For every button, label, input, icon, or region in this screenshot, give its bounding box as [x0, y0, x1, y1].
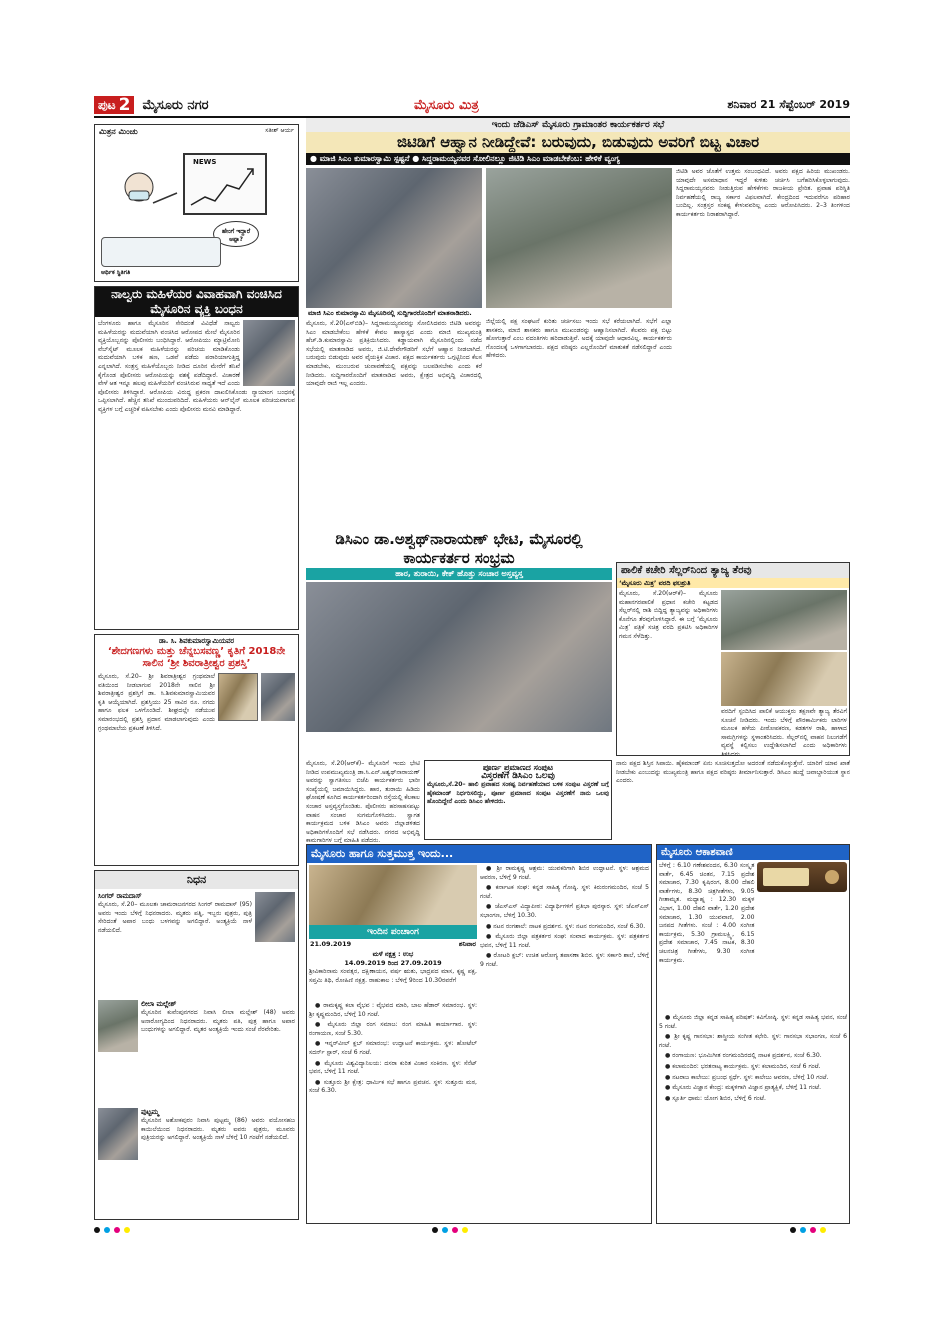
dcm-headline: ಡಿಸಿಎಂ ಡಾ.ಅಶ್ವಥ್‌ನಾರಾಯಣ್ ಭೇಟಿ, ಮೈಸೂರಲ್ಲಿ ಕಾರ್ಯಕರ್ತರ ಸಂಭ್ರಮ [335, 530, 583, 567]
fraud-body: ಬೆಂಗಳೂರು ಹಾಗೂ ಮೈಸೂರಿನ ಸೇರಿದಂತೆ ವಿವಿಧೆಡೆ ನಾಲ್ವರು ಮಹಿಳೆಯರನ್ನು ಮದುವೆಯಾಗಿ ವಂಚಿಸಿದ ಆರೋಪದ ಮೇಲೆ ಮೈಸೂರಿನ ವ್ಯಕ್ತಿಯೊಬ್ಬನನ್ನು ಪೊಲೀಸರು ಬಂಧಿಸಿದ್ದಾರೆ. ಆರೋಪಿಯು ಮ್ಯಾಟ್ರಿಮೋನಿ ವೆಬ್‌ಸೈಟ್ ಮೂಲಕ ಮಹಿಳೆಯರನ್ನು ಪರಿಚಯ ಮಾಡಿಕೊಂಡು ಮದುವೆಯಾಗಿ ಬಳಿಕ ಹಣ, ಒಡವೆ ಪಡೆದು ಪರಾರಿಯಾಗುತ್ತಿದ್ದ ಎನ್ನಲಾಗಿದೆ. ಸಂತ್ರಸ್ತ ಮಹಿಳೆಯೊಬ್ಬರು ನೀಡಿದ ದೂರಿನ ಮೇರೆಗೆ ತನಿಖೆ ಕೈಗೊಂಡ ಪೊಲೀಸರು ಆರೋಪಿಯನ್ನು ವಶಕ್ಕೆ ಪಡೆದಿದ್ದಾರೆ. ವಿಚಾರಣೆ ವೇಳೆ ಆತ ಇನ್ನೂ ಹಲವು ಮಹಿಳೆಯರಿಗೆ ವಂಚಿಸಿರುವ ಸಾಧ್ಯತೆ ಇದೆ ಎಂದು ಪೊಲೀಸರು ತಿಳಿಸಿದ್ದಾರೆ. ಆರೋಪಿಯ ವಿರುದ್ಧ ಪ್ರಕರಣ ದಾಖಲಿಸಿಕೊಂಡು ನ್ಯಾಯಾಂಗ ಬಂಧನಕ್ಕೆ ಒಪ್ಪಿಸಲಾಗಿದೆ. ಹೆಚ್ಚಿನ ತನಿಖೆ ಮುಂದುವರಿದಿದೆ. ಮಹಿಳೆಯರು ಆನ್‌ಲೈನ್ ಮೂಲಕ ಪರಿಚಯವಾಗುವ ವ್ಯಕ್ತಿಗಳ ಬಗ್ಗೆ ಎಚ್ಚರಿಕೆ ವಹಿಸಬೇಕು ಎಂದು ಪೊಲೀಸರು ಮನವಿ ಮಾಡಿದ್ದಾರೆ. [98, 320, 295, 413]
obituary-text: ಮೈಸೂರಿನ ಕುವೆಂಪುನಗರದ ನಿವಾಸಿ ಲೀಲಾ ಮಲ್ಲೇಶ್ (48) ಅವರು ಅನಾರೋಗ್ಯದಿಂದ ನಿಧನರಾದರು. ಮೃತರು ಪತಿ, ಪುತ್ರ ಹಾಗೂ ಅಪಾರ ಬಂಧುಗಳನ್ನು ಅಗಲಿದ್ದಾರೆ. ಮೃತರ ಅಂತ್ಯಕ್ರಿಯೆ ಇಂದು ಸಂಜೆ ನೆರವೇರಿತು. [141, 1009, 295, 1034]
event-item: ● ಕಲಾಮಂದಿರ: ಭರತನಾಟ್ಯ ಕಾರ್ಯಕ್ರಮ. ಸ್ಥಳ: ಕಲಾಮಂದಿರ, ಸಂಜೆ 6 ಗಂಟೆ. [665, 1062, 821, 1070]
tv-text: NEWS [193, 158, 217, 166]
office-headline: ಪಾಲಿಕೆ ಕಚೇರಿ ಸೆಲ್ಲರ್‌ನಿಂದ ತ್ಯಾಜ್ಯ ತೆರವು [617, 563, 849, 578]
event-item: ● ಮೈಸೂರು ವಿಶ್ವವಿದ್ಯಾನಿಲಯ: ದಸರಾ ಕುರಿತ ವಿಚಾರ ಸಂಕಿರಣ. ಸ್ಥಳ: ಸೆನೆಟ್ ಭವನ, ಬೆಳಿಗ್ಗೆ 11 ಗಂಟೆ. [309, 1059, 477, 1076]
nakshatra-label: ಮಳೆ ನಕ್ಷತ್ರ : ಉಭ [372, 950, 414, 958]
cartoon-title: ಮಿತ್ರನ ಮಿಂಚು [99, 127, 138, 136]
event-item: ● ಮೈಸೂರು ಜಿಲ್ಲಾ ಕನ್ನಡ ಸಾಹಿತ್ಯ ಪರಿಷತ್: ಕವಿಗೋಷ್ಠಿ. ಸ್ಥಳ: ಕನ್ನಡ ಸಾಹಿತ್ಯ ಭವನ, ಸಂಜೆ 5 ಗಂಟೆ. [659, 1014, 847, 1030]
dcm-story [306, 530, 612, 756]
dcm-crowd-photo [306, 582, 612, 732]
event-item: ● ಶ್ರೀ ರಾಮಕೃಷ್ಣ ಆಶ್ರಮ: ಯುವಕರಿಗಾಗಿ ಶಿಬಿರ ಉದ್ಘಾಟನೆ. ಸ್ಥಳ: ಆಶ್ರಮದ ಆವರಣ, ಬೆಳಿಗ್ಗೆ 9 ಗಂಟೆ. [480, 865, 649, 881]
fraud-headline: ನಾಲ್ವರು ಮಹಿಳೆಯರ ವಿವಾಹವಾಗಿ ವಂಚಿಸಿದ ಮೈಸೂರಿನ ವ್ಯಕ್ತಿ ಬಂಧನ [95, 287, 298, 317]
office-story [616, 562, 850, 756]
award-body: ಮೈಸೂರು, ಸೆ.20– ಶ್ರೀ ಶಿವರಾತ್ರೀಶ್ವರ ಗ್ರಂಥಮಾಲೆ ವತಿಯಿಂದ ನೀಡಲಾಗುವ 2018ನೇ ಸಾಲಿನ ಶ್ರೀ ಶಿವರಾತ್ರೀಶ್ವರ ಪ್ರಶಸ್ತಿಗೆ ಡಾ. ಸಿ.ಶಿವಕುಮಾರಸ್ವಾಮಿಯವರ ಕೃತಿ ಆಯ್ಕೆಯಾಗಿದೆ. ಪ್ರಶಸ್ತಿಯು 25 ಸಾವಿರ ರೂ. ನಗದು ಹಾಗೂ ಫಲಕ ಒಳಗೊಂಡಿದೆ. ಶೀಘ್ರದಲ್ಲೇ ನಡೆಯುವ ಸಮಾರಂಭದಲ್ಲಿ ಪ್ರಶಸ್ತಿ ಪ್ರದಾನ ಮಾಡಲಾಗುವುದು ಎಂದು ಗ್ರಂಥಮಾಲೆಯ ಪ್ರಕಟಣೆ ತಿಳಿಸಿದೆ. [98, 673, 215, 732]
obituary-name: ಪುಟ್ಟಮ್ಮ [141, 1108, 159, 1116]
events-list-mid [480, 865, 649, 1219]
obituary-text: ಮೈಸೂರಿನ ಅಶೋಕಪುರಂ ನಿವಾಸಿ ಪುಟ್ಟಮ್ಮ (86) ಅವರು ವಯೋಸಹಜ ಕಾಯಿಲೆಯಿಂದ ನಿಧನರಾದರು. ಮೃತರು ಐವರು ಪುತ್ರರು, ಮೂವರು ಪುತ್ರಿಯರನ್ನು ಅಗಲಿದ್ದಾರೆ. ಅಂತ್ಯಕ್ರಿಯೆ ನಾಳೆ ಬೆಳಿಗ್ಗೆ 10 ಗಂಟೆಗೆ ನಡೆಯಲಿದೆ. [141, 1117, 295, 1142]
cartoon-box [94, 124, 299, 282]
award-headline: ‘ಶೇದಗಣಗಳು ಮತ್ತು ಚೆನ್ನಬಸವಣ್ಣ’ ಕೃತಿಗೆ 2018ನೇ ಸಾಲಿನ ‘ಶ್ರೀ ಶಿವರಾತ್ರೀಶ್ವರ ಪ್ರಶಸ್ತಿ’ [107, 646, 286, 669]
event-item: ● ಮೈಸೂರು ಜಿಲ್ಲಾ ರಂಗ ಸಮಾಜ: ರಂಗ ಮಾಹಿತಿ ಕಾರ್ಯಾಗಾರ. ಸ್ಥಳ: ರಂಗಾಯಣ, ಸಂಜೆ 5.30. [309, 1021, 477, 1037]
today-events [306, 844, 652, 1224]
meeting-photo [486, 168, 672, 308]
dcm-body-text: ಮೈಸೂರು, ಸೆ.20(ಆರ್‌ಕೆ)– ಮೈಸೂರಿಗೆ ಇಂದು ಭೇಟಿ ನೀಡಿದ ಉಪಮುಖ್ಯಮಂತ್ರಿ ಡಾ.ಸಿ.ಎನ್.ಅಶ್ವಥ್‌ನಾರಾಯಣ್ ಅವರನ್ನು ಸ್ವಾಗತಿಸಲು ಬಿಜೆಪಿ ಕಾರ್ಯಕರ್ತರು ಭಾರೀ ಸಂಖ್ಯೆಯಲ್ಲಿ ಜಮಾಯಿಸಿದ್ದರು. ಹಾರ, ತುರಾಯಿ ಹಿಡಿದು ಘೋಷಣೆ ಕೂಗಿದ ಕಾರ್ಯಕರ್ತರಿಂದಾಗಿ ರಸ್ತೆಯಲ್ಲಿ ಕೆಲಕಾಲ ಸಂಚಾರ ಅಸ್ತವ್ಯಸ್ತಗೊಂಡಿತು. ಪೊಲೀಸರು ಹರಸಾಹಸಪಟ್ಟು ವಾಹನ ಸಂಚಾರ ಸುಗಮಗೊಳಿಸಿದರು. ಸ್ವಾಗತ ಕಾರ್ಯಕ್ರಮದ ಬಳಿಕ ಡಿಸಿಎಂ ಅವರು ಜಿಲ್ಲಾಡಳಿತದ ಅಧಿಕಾರಿಗಳೊಂದಿಗೆ ಸಭೆ ನಡೆಸಿದರು. ನಗರದ ಅಭಿವೃದ್ಧಿ ಕಾಮಗಾರಿಗಳ ಬಗ್ಗೆ ಮಾಹಿತಿ ಪಡೆದರು. [306, 760, 420, 845]
event-item: ● ರಾಮಕೃಷ್ಣ ಕಲಾ ವೈಭವ : ವೈಭವದ ಮಾರಿ, ಬಾಲ ಹೆಡಾರ್ ಸಮಾರಂಭ. ಸ್ಥಳ: ಶ್ರೀ ಕೃಷ್ಣಮಂದಿರ, ಬೆಳಿಗ್ಗೆ 10 ಗಂಟೆ. [309, 1002, 477, 1018]
office-body-2: ವರದಿಗೆ ಸ್ಪಂದಿಸಿದ ಪಾಲಿಕೆ ಆಯುಕ್ತರು ತಕ್ಷಣವೇ ತ್ಯಾಜ್ಯ ತೆರವಿಗೆ ಸೂಚನೆ ನೀಡಿದರು. ಇಂದು ಬೆಳಿಗ್ಗೆ ಪೌರಕಾರ್ಮಿಕರು ಲಾರಿಗಳ ಮೂಲಕ ಹಳೆಯ ಪೀಠೋಪಕರಣ, ಕಡತಗಳ ರಾಶಿ, ಹಾಳಾದ ಸಾಮಗ್ರಿಗಳನ್ನು ಸ್ಥಳಾಂತರಿಸಿದರು. ಸೆಲ್ಲರ್‌ನಲ್ಲಿ ವಾಹನ ನಿಲುಗಡೆಗೆ ವ್ಯವಸ್ಥೆ ಕಲ್ಪಿಸಲು ಉದ್ದೇಶಿಸಲಾಗಿದೆ ಎಂದು ಅಧಿಕಾರಿಗಳು ತಿಳಿಸಿದರು. [721, 708, 847, 758]
patient-figure-icon [109, 163, 179, 233]
page-prefix: ಪುಟ [98, 97, 116, 112]
book-cover-image [218, 673, 258, 721]
obituary-photo [255, 892, 295, 942]
top-body-right: ಜಿಟಿಡಿ ಅವರ ಜೊತೆಗೆ ಉತ್ತಮ ಸಂಬಂಧವಿದೆ. ಅವರು ಪಕ್ಷದ ಹಿರಿಯ ಮುಖಂಡರು. ಯಾವುದೇ ಅಸಮಾಧಾನ ಇದ್ದರೆ ಕುಳಿತು ಚರ್ಚಿಸಿ ಬಗೆಹರಿಸಿಕೊಳ್ಳಲಾಗುವುದು. ಸಿದ್ದರಾಮಯ್ಯನವರು ನೀಡುತ್ತಿರುವ ಹೇಳಿಕೆಗಳು ರಾಜಕೀಯ ಪ್ರೇರಿತ. ಪ್ರವಾಹ ಪರಿಸ್ಥಿತಿ ನಿರ್ವಹಣೆಯಲ್ಲಿ ರಾಜ್ಯ ಸರ್ಕಾರ ವಿಫಲವಾಗಿದೆ. ಕೇಂದ್ರದಿಂದ ಇದುವರೆಗೂ ಪರಿಹಾರ ಬಂದಿಲ್ಲ. ಸಂತ್ರಸ್ತರ ಸಂಕಷ್ಟ ಕೇಳುವವರಿಲ್ಲ ಎಂದು ಆರೋಪಿಸಿದರು. 2–3 ತಿಂಗಳಿಂದ ಕಾರ್ಯಕರ್ತರು ನಿರಾಶರಾಗಿದ್ದಾರೆ. [676, 168, 850, 218]
event-item: ● ನಟನ ರಂಗಶಾಲೆ: ನಾಟಕ ಪ್ರದರ್ಶನ. ಸ್ಥಳ: ನಟನ ರಂಗಮಂದಿರ, ಸಂಜೆ 6.30. [486, 922, 646, 930]
radio-schedule [656, 844, 850, 1224]
page-number: 2 [118, 95, 131, 115]
flood-body: ನಾನು ಪಕ್ಷದ ಶಿಸ್ತಿನ ಸಿಪಾಯಿ. ಹೈಕಮಾಂಡ್ ಏನು ಸೂಚಿಸುತ್ತದೋ ಅದರಂತೆ ನಡೆದುಕೊಳ್ಳುತ್ತೇನೆ. ಯಾರಿಗೆ ಯಾವ ಖಾತೆ ನೀಡಬೇಕು ಎಂಬುದನ್ನು ಮುಖ್ಯಮಂತ್ರಿ ಹಾಗೂ ಪಕ್ಷದ ವರಿಷ್ಠರು ತೀರ್ಮಾನಿಸುತ್ತಾರೆ. ಡಿಸಿಎಂ ಹುದ್ದೆ ಜವಾಬ್ದಾರಿಯುತ ಸ್ಥಾನ ಎಂದರು. [616, 760, 850, 785]
office-continued [616, 760, 850, 840]
event-item: ● ಕರ್ನಾಟಕ ಸಂಘ: ಕನ್ನಡ ಸಾಹಿತ್ಯ ಗೋಷ್ಠಿ. ಸ್ಥಳ: ಕಿರುರಂಗಮಂದಿರ, ಸಂಜೆ 5 ಗಂಟೆ. [480, 884, 649, 900]
tv-illustration [183, 153, 267, 215]
radio-icon [757, 862, 847, 892]
obituary-name: ಸಿಂಗರ್ ರಾಮದಾಸ್ [98, 892, 142, 900]
event-item: ● ಶ್ರೀ ಕೃಷ್ಣ ಗಾನಸಭಾ: ಶಾಸ್ತ್ರೀಯ ಸಂಗೀತ ಕಛೇರಿ. ಸ್ಥಳ: ಗಾನಸಭಾ ಸಭಾಂಗಣ, ಸಂಜೆ 6 ಗಂಟೆ. [659, 1033, 847, 1049]
palace-photo [309, 865, 477, 925]
event-item: ● ಇನ್ನರ್‌ವೀಲ್ ಕ್ಲಬ್ ಸಮಾರಂಭ: ಉದ್ಘಾಟನೆ ಕಾರ್ಯಕ್ರಮ. ಸ್ಥಳ: ಹೋಟೆಲ್ ಸದರ್ನ್ ಸ್ಟಾರ್, ಸಂಜೆ 6 ಗಂಟೆ. [309, 1040, 477, 1056]
top-headline: ಜಿಟಿಡಿಗೆ ಆಹ್ವಾನ ನೀಡಿದ್ದೇವೆ: ಬರುವುದು, ಬಿಡುವುದು ಅವರಿಗೆ ಬಿಟ್ಟ ವಿಚಾರ [306, 132, 850, 153]
office-caption: ‘ಮೈಸೂರು ಮಿತ್ರ’ ವರದಿ ಫಲಶ್ರುತಿ [617, 578, 849, 588]
event-item: ● ರೋಟರಿ ಕ್ಲಬ್: ಉಚಿತ ಆರೋಗ್ಯ ತಪಾಸಣಾ ಶಿಬಿರ. ಸ್ಥಳ: ಸರ್ಕಾರಿ ಶಾಲೆ, ಬೆಳಿಗ್ಗೆ 9 ಗಂಟೆ. [480, 952, 649, 968]
obituaries [94, 870, 299, 1220]
newspaper-brand: ಮೈಸೂರು ಮಿತ್ರ [414, 97, 479, 113]
dcm-strap: ಹಾರ, ತುರಾಯಿ, ಕೇಕ್ ಹೊತ್ತು ಸಂಚಾರ ಅಸ್ತವ್ಯಸ್ತ [306, 568, 612, 580]
rising-graph-icon [185, 155, 265, 213]
event-item: ● ಮೈಸೂರು ವಿಜ್ಞಾನ ಕೇಂದ್ರ: ಮಕ್ಕಳಿಗಾಗಿ ವಿಜ್ಞಾನ ಪ್ರಾತ್ಯಕ್ಷಿಕೆ, ಬೆಳಿಗ್ಗೆ 11 ಗಂಟೆ. [665, 1084, 822, 1092]
today-header: ಮೈಸೂರು ಹಾಗೂ ಸುತ್ತಮುತ್ತ ಇಂದು... [307, 845, 651, 863]
flood-lead: ಮೈಸೂರು,ಸೆ.20– ಹಾಲಿ ಪ್ರವಾಹದ ಸಂಕಷ್ಟ ನಿರ್ವಹಣೆಯಾದ ಬಳಿಕ ಸಂಪುಟ ವಿಸ್ತರಣೆ ಬಗ್ಗೆ ಹೈಕಮಾಂಡ್ ನಿರ್ಧರಿಸಲಿದ್ದು, ಪೂರ್ಣ ಪ್ರಮಾಣದ ಸಂಪುಟ ವಿಸ್ತರಣೆಗೆ ನಾನು ಒಲವು ಹೊಂದಿದ್ದೇನೆ ಎಂದು ಡಿಸಿಎಂ ಹೇಳಿದರು. [427, 781, 609, 806]
obituary-photo [98, 1000, 138, 1052]
panchanga-date: 21.09.2019 [310, 940, 352, 948]
event-item: ● ನಟರಾಜ ಕಾಲೇಜು: ಪ್ರಬಂಧ ಸ್ಪರ್ಧೆ. ಸ್ಥಳ: ಕಾಲೇಜು ಆವರಣ, ಬೆಳಿಗ್ಗೆ 10 ಗಂಟೆ. [665, 1073, 829, 1081]
cartoon-label: ಆರ್ಥಿಕ ಸ್ಥಿತಿಗತಿ [101, 269, 131, 276]
top-body-left: ಮೈಸೂರು, ಸೆ.20(ಎಸ್‌ಬಿಡಿ)– ಸಿದ್ದರಾಮಯ್ಯನವರನ್ನು ಸೋಲಿಸಿದವರು ಜಿಟಿಡಿ ಅವರನ್ನು ಸಿಎಂ ಮಾಡಬೇಕೆಂಬ ಹೇಳಿಕೆ ಕೇವಲ ಹಾಸ್ಯಾಸ್ಪದ ಎಂದು ಮಾಜಿ ಮುಖ್ಯಮಂತ್ರಿ ಹೆಚ್.ಡಿ.ಕುಮಾರಸ್ವಾಮಿ ಪ್ರತಿಕ್ರಿಯಿಸಿದರು. ಕಡ್ಡಾಯವಾಗಿ ಮೈಸೂರಿನಲ್ಲಿಂದು ನಡೆದ ಸಭೆಯಲ್ಲಿ ಮಾತನಾಡಿದ ಅವರು, ಜಿ.ಟಿ.ದೇವೇಗೌಡರಿಗೆ ಸಭೆಗೆ ಆಹ್ವಾನ ನೀಡಲಾಗಿದೆ. ಬರುವುದು ಬಿಡುವುದು ಅವರ ವೈಯಕ್ತಿಕ ವಿಚಾರ. ಪಕ್ಷದ ಕಾರ್ಯಕರ್ತರು ಒಗ್ಗಟ್ಟಿನಿಂದ ಕೆಲಸ ಮಾಡಬೇಕು, ಮುಂಬರುವ ಚುನಾವಣೆಯಲ್ಲಿ ಪಕ್ಷವನ್ನು ಬಲಪಡಿಸಬೇಕು ಎಂದು ಕರೆ ನೀಡಿದರು. ಸುದ್ದಿಗಾರರೊಂದಿಗೆ ಮಾತನಾಡಿದ ಅವರು, ಕ್ಷೇತ್ರದ ಅಭಿವೃದ್ಧಿ ವಿಚಾರದಲ್ಲಿ ಯಾವುದೇ ರಾಜಿ ಇಲ್ಲ ಎಂದರು. [306, 320, 482, 388]
obituary-text: ಮೈಸೂರು, ಸೆ.20– ಮೂಲತಃ ಚಾಮರಾಜನಗರದ ಸಿಂಗರ್ ರಾಮದಾಸ್ (95) ಅವರು ಇಂದು ಬೆಳಿಗ್ಗೆ ನಿಧನರಾದರು. ಮೃತರು ಪತ್ನಿ, ಇಬ್ಬರು ಪುತ್ರರು, ಪುತ್ರಿ ಸೇರಿದಂತೆ ಅಪಾರ ಬಂಧು ಬಳಗವನ್ನು ಅಗಲಿದ್ದಾರೆ. ಅಂತ್ಯಕ್ರಿಯೆ ನಾಳೆ ನಡೆಯಲಿದೆ. [98, 901, 252, 934]
top-photo-caption: ಮಾಜಿ ಸಿಎಂ ಕುಮಾರಸ್ವಾಮಿ ಮೈಸೂರಿನಲ್ಲಿ ಸುದ್ದಿಗಾರರೊಂದಿಗೆ ಮಾತನಾಡಿದರು. [308, 309, 472, 317]
issue-date: ಶನಿವಾರ 21 ಸೆಪ್ಟೆಂಬರ್ 2019 [727, 98, 850, 111]
office-body: ಮೈಸೂರು, ಸೆ.20(ಆರ್‌ಕೆ)– ಮೈಸೂರು ಮಹಾನಗರಪಾಲಿಕೆ ಪ್ರಧಾನ ಕಚೇರಿ ಕಟ್ಟಡದ ಸೆಲ್ಲರ್‌ನಲ್ಲಿ ರಾಶಿ ಬಿದ್ದಿದ್ದ ತ್ಯಾಜ್ಯವನ್ನು ಅಧಿಕಾರಿಗಳು ಕೊನೆಗೂ ತೆರವುಗೊಳಿಸಿದ್ದಾರೆ. ಈ ಬಗ್ಗೆ ‘ಮೈಸೂರು ಮಿತ್ರ’ ಪತ್ರಿಕೆ ಸಚಿತ್ರ ವರದಿ ಪ್ರಕಟಿಸಿ ಅಧಿಕಾರಿಗಳ ಗಮನ ಸೆಳೆದಿತ್ತು. [619, 590, 718, 640]
obituary-name: ಲೀಲಾ ಮಲ್ಲೇಶ್ [141, 1000, 177, 1008]
story-award [94, 634, 299, 866]
truck-photo [721, 590, 847, 650]
events-list-right [659, 1014, 847, 1210]
obituary-item [98, 1108, 295, 1216]
flood-kicker: ಪೂರ್ಣ ಪ್ರಮಾಣದ ಸಂಪುಟ [482, 763, 554, 772]
award-kicker: ಡಾ. ಸಿ. ಶಿವಕುಮಾರಸ್ವಾಮಿಯವರ [159, 637, 234, 645]
masthead [94, 96, 850, 114]
panchanga-title: ಇಂದಿನ ಪಂಚಾಂಗ [309, 925, 477, 939]
event-item: ● ಸ್ಪೂರ್ತಿ ಧಾಮ: ಯೋಗ ಶಿಬಿರ, ಬೆಳಿಗ್ಗೆ 6 ಗಂಟೆ. [665, 1094, 766, 1102]
registration-marks-center [432, 1227, 468, 1233]
flood-story [424, 760, 612, 840]
top-kicker: ಇಂದು ಜೆಡಿಎಸ್ ಮೈಸೂರು ಗ್ರಾಮಾಂತರ ಕಾರ್ಯಕರ್ತರ ಸಭೆ [306, 118, 850, 132]
registration-marks-left [94, 1227, 130, 1233]
top-strap: ● ಮಾಜಿ ಸಿಎಂ ಕುಮಾರಸ್ವಾಮಿ ಸ್ಪಷ್ಟನೆ ● ಸಿದ್ದರಾಮಯ್ಯನವರ ಸೋಲಿನಲ್ಲೂ ಜಿಟಿಡಿ ಸಿಎಂ ಮಾಡಬೇಕೆಂಬ: ಹೇಳಿಕೆ ವ್ಯಂಗ್ಯ [306, 153, 850, 165]
top-body-mid: ಜಿಲ್ಲೆಯಲ್ಲಿ ಪಕ್ಷ ಸಂಘಟನೆ ಕುರಿತು ಚರ್ಚಿಸಲು ಇಂದು ಸಭೆ ಕರೆಯಲಾಗಿದೆ. ಸಭೆಗೆ ಎಲ್ಲಾ ಶಾಸಕರು, ಮಾಜಿ ಶಾಸಕರು ಹಾಗೂ ಮುಖಂಡರನ್ನು ಆಹ್ವಾನಿಸಲಾಗಿದೆ. ಕೆಲವರು ಪಕ್ಷ ಬಿಟ್ಟು ಹೋಗುತ್ತಾರೆ ಎಂಬ ವದಂತಿಗಳು ಹರಿದಾಡುತ್ತಿವೆ. ಅದಕ್ಕೆ ಯಾವುದೇ ಆಧಾರವಿಲ್ಲ. ಕಾರ್ಯಕರ್ತರು ಗೊಂದಲಕ್ಕೆ ಒಳಗಾಗಬಾರದು. ಪಕ್ಷದ ವರಿಷ್ಠರು ಎಲ್ಲರೊಂದಿಗೆ ಮಾತುಕತೆ ನಡೆಸಲಿದ್ದಾರೆ ಎಂದು ಹೇಳಿದರು. [486, 318, 672, 360]
event-item: ● ಮೈಸೂರು ಜಿಲ್ಲಾ ಪತ್ರಕರ್ತರ ಸಂಘ: ಸಂವಾದ ಕಾರ್ಯಕ್ರಮ. ಸ್ಥಳ: ಪತ್ರಕರ್ತರ ಭವನ, ಬೆಳಿಗ್ಗೆ 11 ಗಂಟೆ. [480, 933, 649, 949]
author-photo [261, 673, 295, 721]
dcm-body [306, 760, 612, 845]
radio-header: ಮೈಸೂರು ಆಕಾಶವಾಣಿ [657, 845, 849, 860]
obituaries-header: ನಿಧನ [95, 871, 298, 889]
flood-headline: ವಿಸ್ತರಣೆಗೆ ಡಿಸಿಎಂ ಒಲವು [481, 771, 555, 781]
panchanga-text: ಶ್ರೀವಿಕಾರಿನಾಮ ಸಂವತ್ಸರ, ದಕ್ಷಿಣಾಯನ, ವರ್ಷ ಋತು, ಭಾದ್ರಪದ ಮಾಸ, ಕೃಷ್ಣ ಪಕ್ಷ, ಸಪ್ತಮಿ ತಿಥಿ, ರೋಹಿಣಿ ನಕ್ಷತ್ರ. ರಾಹುಕಾಲ : ಬೆಳಿಗ್ಗೆ 9ರಿಂದ 10.30ರವರೆಗೆ [309, 968, 477, 984]
bed-illustration [101, 237, 221, 267]
kumaraswamy-photo [306, 168, 482, 308]
nakshatra-dates: 14.09.2019 ರಿಂದ 27.09.2019 [344, 959, 442, 967]
event-item: ● ಸುತ್ತೂರು ಶ್ರೀ ಕ್ಷೇತ್ರ: ಧಾರ್ಮಿಕ ಸಭೆ ಹಾಗೂ ಪ್ರವಚನ. ಸ್ಥಳ: ಸುತ್ತೂರು ಮಠ, ಸಂಜೆ 6.30. [309, 1078, 477, 1095]
obituary-item [98, 1000, 295, 1108]
story-fraud-arrest [94, 286, 299, 630]
event-item: ● ಜೆಎಸ್‌ಎಸ್ ವಿದ್ಯಾಪೀಠ: ವಿದ್ಯಾರ್ಥಿಗಳಿಗೆ ಪ್ರತಿಭಾ ಪುರಸ್ಕಾರ. ಸ್ಥಳ: ಜೆಎಸ್‌ಎಸ್ ಸಭಾಂಗಣ, ಬೆಳಿಗ್ಗೆ 10.30. [480, 903, 649, 919]
event-item: ● ರಂಗಾಯಣ: ಭೂಮಿಗೀತ ರಂಗಮಂದಿರದಲ್ಲಿ ನಾಟಕ ಪ್ರದರ್ಶನ, ಸಂಜೆ 6.30. [665, 1052, 822, 1060]
events-list [309, 1002, 477, 1222]
accused-photo [243, 320, 295, 386]
radio-body: ಬೆಳಿಗ್ಗೆ : 6.10 ಗಣೇಶವಂದನ, 6.30 ಸಂಸ್ಕೃತ ವಾರ್ತೆ, 6.45 ಚಿಂತನ, 7.15 ಪ್ರದೇಶ ಸಮಾಚಾರ, 7.30 ಕೃಷಿರಂಗ, 8.00 ದೆಹಲಿ ವಾರ್ತೆಗಳು, 8.30 ಚಿತ್ರಗೀತೆಗಳು, 9.05 ಗೀತಾಮೃತ. ಮಧ್ಯಾಹ್ನ : 12.30 ಮಕ್ಕಳ ವಿಭಾಗ, 1.00 ದೆಹಲಿ ವಾರ್ತೆ, 1.20 ಪ್ರದೇಶ ಸಮಾಚಾರ, 1.30 ಯುವವಾಣಿ, 2.00 ಜನಪದ ಗೀತೆಗಳು. ಸಂಜೆ : 4.00 ಸಂಗೀತ ಕಾರ್ಯಕ್ರಮ, 5.30 ಗ್ರಾಮಲಕ್ಷ್ಮಿ, 6.15 ಪ್ರದೇಶ ಸಮಾಚಾರ, 7.45 ನಾಟಕ, 8.30 ಚಲನಚಿತ್ರ ಗೀತೆಗಳು, 9.30 ಸಂಗೀತ ಕಾರ್ಯಕ್ರಮ. [659, 862, 755, 964]
obituary-item [98, 892, 295, 1000]
cellar-photo [721, 652, 847, 706]
section-title: ಮೈಸೂರು ನಗರ [142, 97, 209, 113]
page-number-badge [94, 96, 134, 114]
registration-marks-right [790, 1227, 826, 1233]
speech-bubble: ಹೇಂಗೆ ಇದ್ದಾರೆ ಅಪ್ಪಾ? [213, 221, 259, 247]
top-story [306, 118, 850, 526]
cartoon-artist: ಸತೀಶ್ ಆರ್ಯ [265, 127, 294, 134]
panchanga-day: ಶನಿವಾರ [458, 940, 476, 948]
obituary-photo [98, 1108, 138, 1160]
